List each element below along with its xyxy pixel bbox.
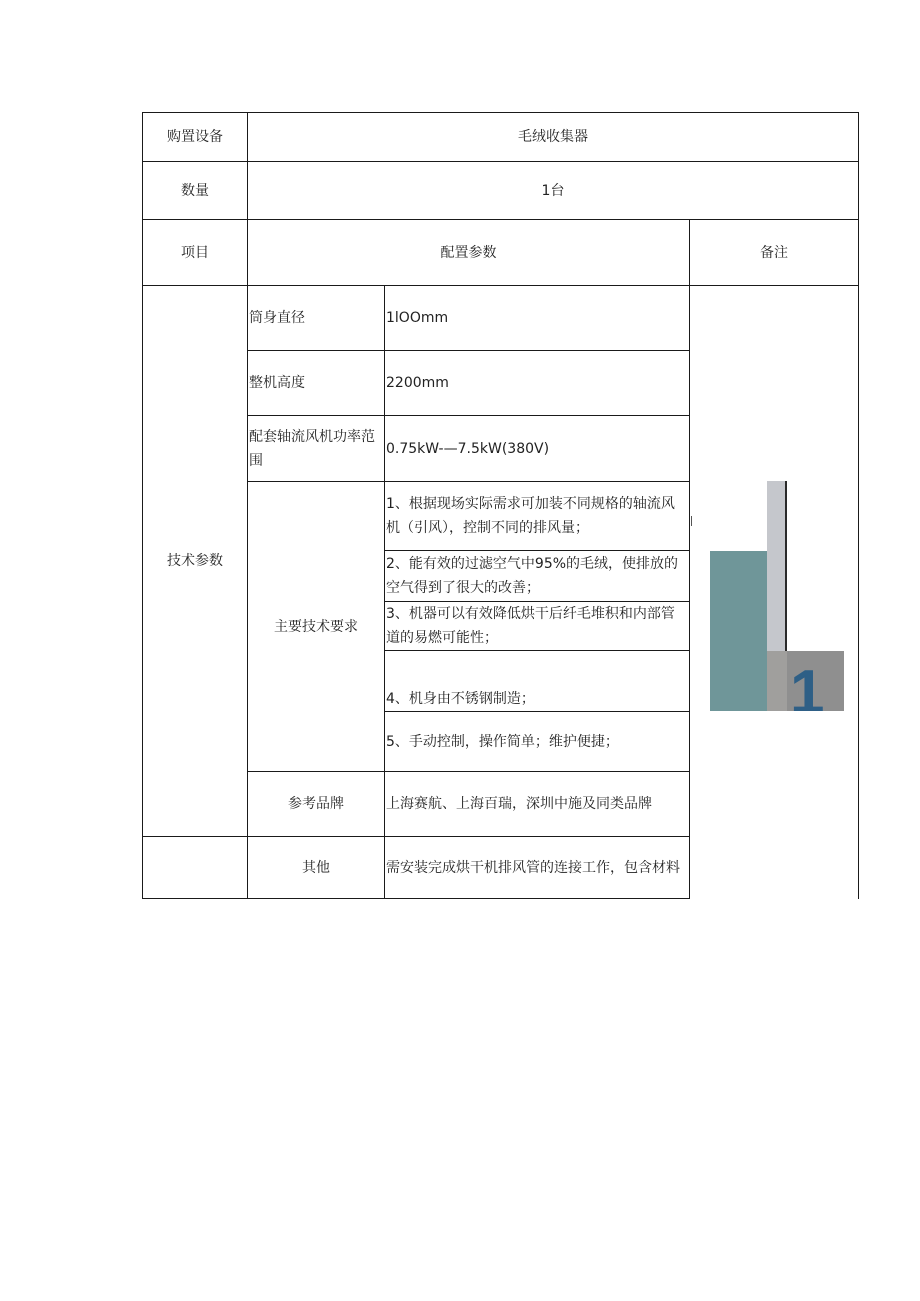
- table-border-right: [858, 112, 859, 899]
- remark-image-graphic: [710, 481, 844, 711]
- fan-power-label: 配套轴流风机功率范围: [249, 428, 375, 469]
- config-label: 配置参数: [440, 244, 497, 261]
- requirement-item: 2、能有效的过滤空气中95%的毛绒，使排放的空气得到了很大的改善；: [386, 556, 679, 596]
- item-label: 项目: [181, 244, 209, 261]
- requirements-label: 主要技术要求: [274, 618, 358, 635]
- fan-power-value: 0.75kW-—7.5kW(380V): [386, 440, 550, 457]
- requirement-item: 1、根据现场实际需求可加装不同规格的轴流风机（引风），控制不同的排风量；: [386, 496, 675, 536]
- brand-value: 上海赛航、上海百瑞，深圳中施及同类品牌: [386, 796, 652, 812]
- other-label: 其他: [302, 859, 330, 876]
- requirement-item: 3、机器可以有效降低烘干后纤毛堆积和内部管道的易燃可能性；: [386, 606, 675, 646]
- other-value: 需安装完成烘干机排风管的连接工作，包含材料: [386, 859, 680, 876]
- tech-params-label: 技术参数: [167, 553, 223, 569]
- requirement-item: 5、手动控制，操作简单；维护便捷；: [386, 733, 619, 750]
- height-label: 整机高度: [249, 375, 305, 391]
- requirement-item: 4、机身由不锈钢制造；: [386, 691, 535, 707]
- diameter-value: 1lOOmm: [386, 310, 449, 326]
- col-divider: [384, 285, 385, 899]
- table-border-bottom: [142, 898, 690, 899]
- remark-image-numeral: 1: [790, 658, 825, 711]
- col-divider: [689, 219, 690, 899]
- remark-label: 备注: [760, 244, 788, 261]
- quantity-label: 数量: [181, 182, 209, 199]
- equipment-value: 毛绒收集器: [518, 129, 588, 145]
- quantity-value: 1台: [541, 182, 565, 199]
- remark-image: [710, 481, 844, 711]
- diameter-label: 筒身直径: [249, 310, 305, 326]
- equipment-label: 购置设备: [167, 129, 223, 145]
- stray-mark: [691, 516, 692, 526]
- height-value: 2200mm: [386, 375, 449, 391]
- brand-label: 参考品牌: [288, 796, 344, 812]
